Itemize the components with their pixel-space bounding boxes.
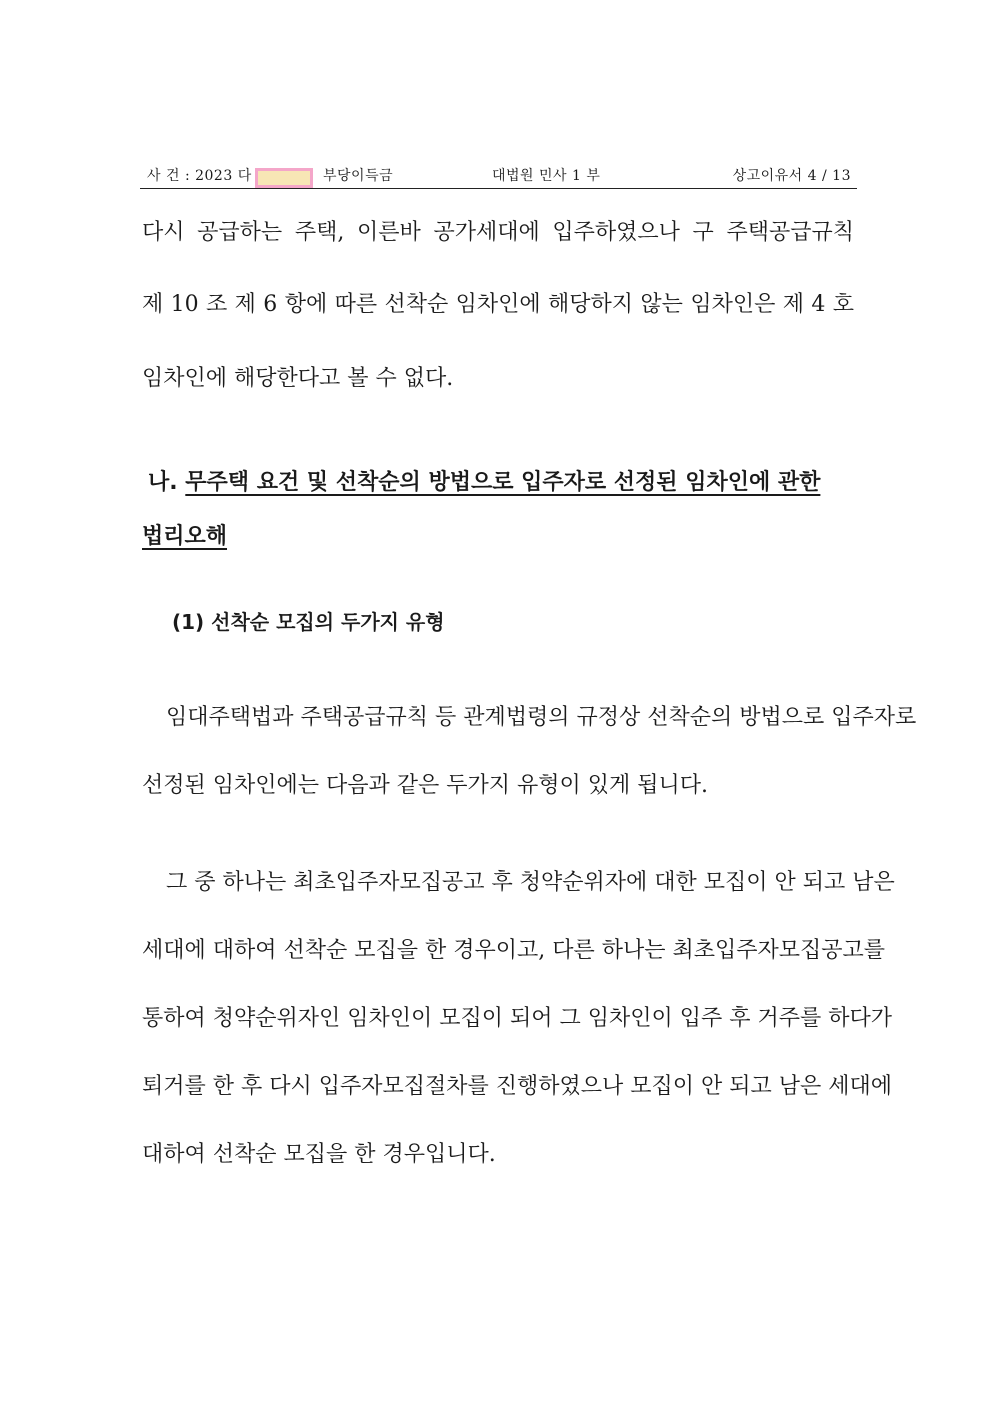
paragraph-line: 다시 공급하는 주택, 이른바 공가세대에 입주하였으나 구 주택공급규칙 (142, 220, 854, 245)
redacted-case-number (255, 168, 313, 188)
paragraph-line: 제 10 조 제 6 항에 따른 선착순 임차인에 해당하지 않는 임차인은 제 4 호 (142, 292, 854, 317)
paragraph-line: 세대에 대하여 선착순 모집을 한 경우이고, 다른 하나는 최초입주자모집공고를 (142, 938, 886, 963)
paragraph-line: 임대주택법과 주택공급규칙 등 관계법령의 규정상 선착순의 방법으로 입주자로 (166, 705, 917, 730)
section-heading (148, 467, 854, 499)
case-number-label: 사 건 : 2023 다 (147, 168, 252, 184)
page-indicator: 상고이유서 4 / 13 (732, 168, 851, 184)
court-name: 대법원 민사 1 부 (492, 168, 601, 184)
paragraph-line: 임차인에 해당한다고 볼 수 없다. (142, 366, 454, 391)
paragraph-line: 통하여 청약순위자인 임차인이 모집이 되어 그 임차인이 입주 후 거주를 하다가 (142, 1006, 892, 1031)
section-title-line2: 법리오해 (142, 524, 228, 549)
paragraph-line: 그 중 하나는 최초입주자모집공고 후 청약순위자에 대한 모집이 안 되고 남은 (166, 870, 895, 895)
case-subject: 부당이득금 (323, 168, 394, 184)
section-heading-continued (142, 521, 854, 553)
subsection-heading: (1) 선착순 모집의 두가지 유형 (172, 610, 445, 634)
section-number: 나. (148, 470, 178, 495)
paragraph-line: 대하여 선착순 모집을 한 경우입니다. (142, 1142, 496, 1167)
paragraph-line: 선정된 임차인에는 다음과 같은 두가지 유형이 있게 됩니다. (142, 773, 708, 798)
paragraph-line: 퇴거를 한 후 다시 입주자모집절차를 진행하였으나 모집이 안 되고 남은 세대에 (142, 1074, 892, 1099)
section-title-line1: 무주택 요건 및 선착순의 방법으로 입주자로 선정된 임차인에 관한 (185, 470, 821, 495)
page-header (140, 162, 857, 189)
